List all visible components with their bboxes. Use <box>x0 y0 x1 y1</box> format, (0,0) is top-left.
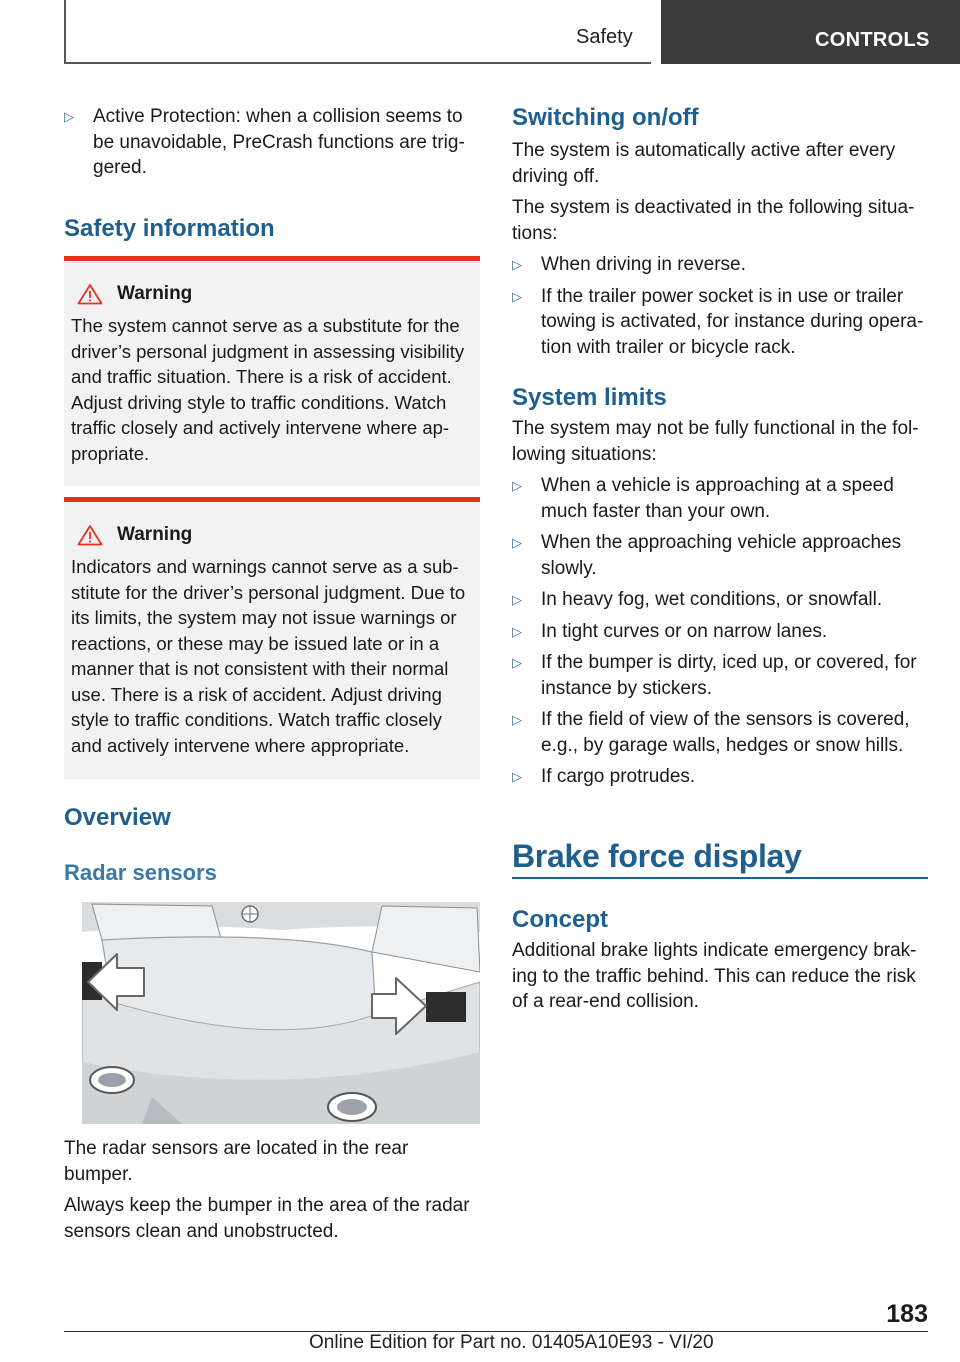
warning-text: The system cannot serve as a substitute for the driver’s personal judgment in assessing visibility and traffic situation. There is a risk of accident. Adjust driving style to traffic conditions. Watch traffic closely and actively intervene where appropriate. <box>71 315 465 464</box>
header-bottom-rule <box>64 62 651 64</box>
list-item-text: If the field of view of the sensors is covered, e.g., by garage walls, hedges or snow hills. <box>541 709 910 756</box>
list-item-text: In heavy fog, wet conditions, or snowfall. <box>541 589 883 610</box>
overview-heading: Overview <box>64 804 171 831</box>
list-item <box>512 587 928 613</box>
list-item-text: Active Protection: when a collision seems to be unavoidable, PreCrash functions are triggered. <box>93 106 465 178</box>
bullet-triangle-icon: ▷ <box>512 769 522 784</box>
concept-paragraph: Additional brake lights indicate emergency braking to the traffic behind. This can reduce the risk of a rear-end collision. <box>512 940 917 1012</box>
bullet-triangle-icon: ▷ <box>512 592 522 607</box>
warning-triangle-icon <box>77 524 103 546</box>
right-column <box>512 104 928 790</box>
list-item <box>512 530 928 581</box>
bullet-triangle-icon: ▷ <box>64 109 74 124</box>
list-item-text: When the approaching vehicle approaches slowly. <box>541 532 902 579</box>
rear-bumper-radar-illustration <box>82 902 480 1124</box>
bullet-triangle-icon: ▷ <box>512 655 522 670</box>
caption-paragraph-2: Always keep the bumper in the area of the radar sensors clean and unobstructed. <box>64 1195 470 1242</box>
warning-title: Warning <box>117 283 193 304</box>
limits-list <box>512 473 928 790</box>
system-limits-heading: System limits <box>512 384 667 411</box>
list-item-text: When driving in reverse. <box>541 254 746 275</box>
list-item <box>512 619 928 645</box>
list-item-text: If cargo protrudes. <box>541 766 696 787</box>
bullet-triangle-icon: ▷ <box>512 478 522 493</box>
list-item <box>512 473 928 524</box>
warning-box-2 <box>64 497 480 779</box>
limits-paragraph: The system may not be fully functional in the following situations: <box>512 418 919 465</box>
brake-force-display-heading: Brake force display <box>512 838 802 874</box>
header-chapter-label: CONTROLS <box>815 29 930 51</box>
list-item <box>512 764 928 790</box>
switching-paragraph-1: The system is automatically active after every driving off. <box>512 140 896 187</box>
bullet-triangle-icon: ▷ <box>512 288 522 304</box>
list-item-text: When a vehicle is approaching at a speed much faster than your own. <box>541 475 894 522</box>
bullet-triangle-icon: ▷ <box>512 712 522 727</box>
page-number: 183 <box>886 1300 928 1328</box>
footer-edition: Online Edition for Part no. 01405A10E93 - VI/20 <box>309 1332 714 1353</box>
warning-box-1 <box>64 256 480 486</box>
warning-triangle-icon <box>77 283 103 305</box>
switching-heading: Switching on/off <box>512 104 699 131</box>
switching-list <box>512 252 928 360</box>
concept-heading: Concept <box>512 906 608 933</box>
list-item <box>64 104 480 181</box>
list-item-text: If the trailer power socket is in use or trailer towing is activated, for instance during operation with trailer or bicycle rack. <box>541 285 924 358</box>
caption-paragraph-1: The radar sensors are located in the rear bumper. <box>64 1138 409 1185</box>
bullet-triangle-icon: ▷ <box>512 535 522 550</box>
warning-text: Indicators and warnings cannot serve as a substitute for the driver’s personal judgment. Due to its limits, the system may not issue warnings or reactions, or these may be issued late or in a manner that is not consistent with their normal use. There is a risk of accident. Adjust driving style to traffic conditions. Watch traffic closely and actively intervene where appropriate. <box>71 556 466 756</box>
bullet-triangle-icon: ▷ <box>512 623 522 639</box>
header-section-title: Safety <box>576 26 633 48</box>
safety-information-heading: Safety information <box>64 215 275 242</box>
list-item-text: If the bumper is dirty, iced up, or covered, for instance by stickers. <box>541 652 917 699</box>
radar-caption <box>64 1136 480 1244</box>
warning-title: Warning <box>117 524 193 545</box>
header-chapter-tab[interactable] <box>661 0 960 64</box>
list-item-text: In tight curves or on narrow lanes. <box>541 620 828 642</box>
concept-section <box>512 906 928 1015</box>
radar-sensors-heading: Radar sensors <box>64 860 217 885</box>
list-item <box>512 650 928 701</box>
switching-paragraph-2: The system is deactivated in the following situations: <box>512 197 915 244</box>
list-item <box>512 707 928 758</box>
list-item <box>512 284 928 361</box>
header-left-rule <box>64 0 66 64</box>
bullet-triangle-icon: ▷ <box>512 257 522 272</box>
heading-rule <box>512 877 928 879</box>
left-intro <box>64 104 480 181</box>
list-item <box>512 252 928 278</box>
